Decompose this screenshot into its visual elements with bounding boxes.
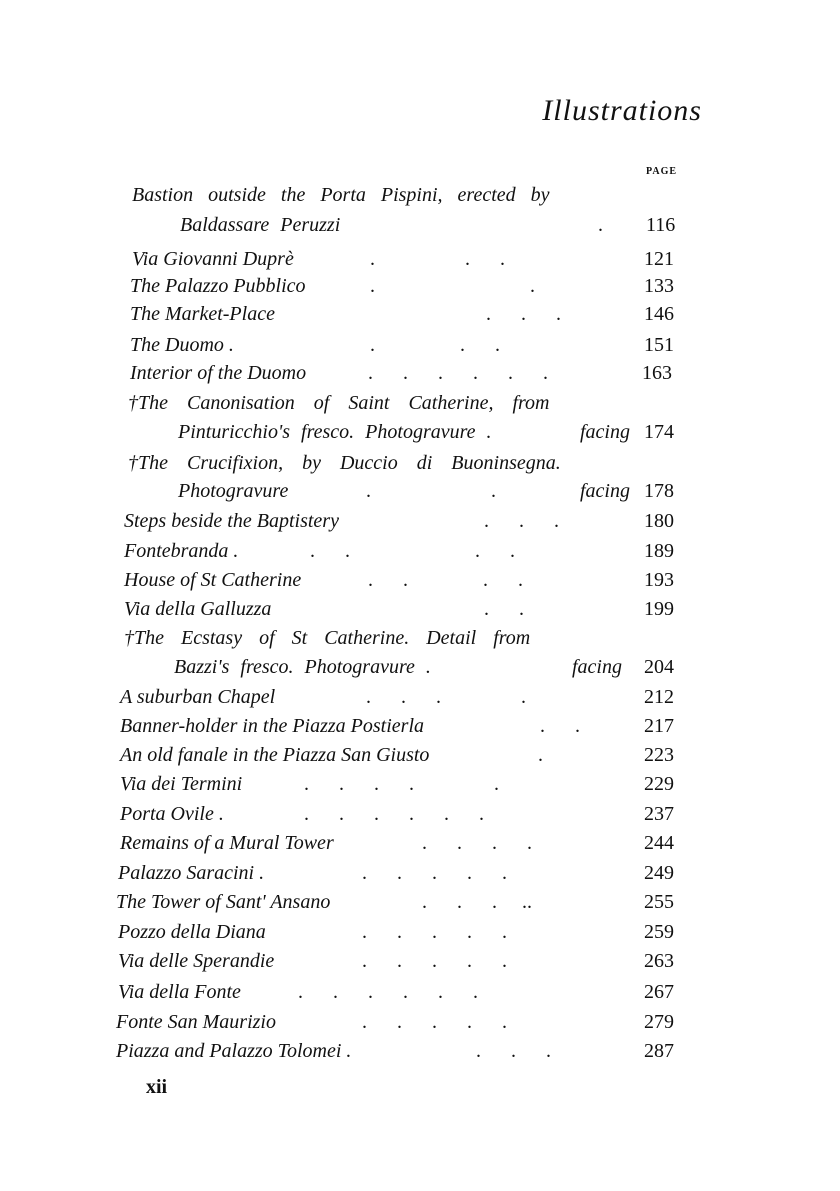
page-number: 223 (644, 744, 674, 766)
page-number: 259 (644, 921, 674, 943)
entry-title-line2: Photogravure (178, 480, 289, 502)
list-item (0, 1040, 840, 1070)
list-item (0, 598, 840, 628)
page-number: 180 (644, 510, 674, 532)
facing-label: facing (580, 480, 630, 502)
leader-dots: . . . (484, 510, 559, 532)
entry-title: Fontebranda . (124, 540, 239, 562)
entry-title: Remains of a Mural Tower (120, 832, 334, 854)
list-item-continuation (0, 421, 840, 451)
list-item (0, 862, 840, 892)
list-item (0, 627, 840, 657)
leader-dots: . . . . (310, 540, 515, 562)
page-number: 279 (644, 1011, 674, 1033)
entry-title: Pozzo della Diana (118, 921, 266, 943)
page-number: 249 (644, 862, 674, 884)
leader-dots: . . (540, 715, 580, 737)
list-item (0, 248, 840, 278)
page-number: 178 (644, 480, 674, 502)
facing-label: facing (580, 421, 630, 443)
leader-dots: . . . . . . (298, 981, 478, 1003)
list-item (0, 362, 840, 392)
entry-title-line1: †The Canonisation of Saint Catherine, from (128, 392, 550, 414)
entry-title: Via dei Termini (120, 773, 243, 795)
leader-dots: . (538, 744, 543, 766)
leader-dots: . . (370, 275, 535, 297)
page-column-label: PAGE (646, 166, 678, 177)
page-number: 263 (644, 950, 674, 972)
leader-dots: . . . . (368, 569, 523, 591)
leader-dots: . . . . . (362, 1011, 507, 1033)
entry-title-line1: Bastion outside the Porta Pispini, erected by (132, 184, 550, 206)
list-item (0, 540, 840, 570)
list-item (0, 392, 840, 422)
entry-title-line2: Bazzi's fresco. Photogravure . (174, 656, 431, 678)
page-number: 212 (644, 686, 674, 708)
leader-dots: . . . . . (362, 950, 507, 972)
leader-dots: . . . (370, 334, 500, 356)
list-item (0, 950, 840, 980)
entry-title: Fonte San Maurizio (116, 1011, 276, 1033)
entry-title: The Palazzo Pubblico (130, 275, 306, 297)
list-item-continuation (0, 214, 840, 244)
page-number: 244 (644, 832, 674, 854)
entry-title: Via delle Sperandie (118, 950, 275, 972)
leader-dots: . . . (370, 248, 505, 270)
page-number: 193 (644, 569, 674, 591)
list-item (0, 569, 840, 599)
page-number: 116 (646, 214, 676, 236)
leader-dots: . . . .. (422, 891, 532, 913)
entry-title: Banner-holder in the Piazza Postierla (120, 715, 425, 737)
leader-dots: . . . (486, 303, 561, 325)
entry-title: Porta Ovile . (120, 803, 224, 825)
page-number: 237 (644, 803, 674, 825)
list-item (0, 744, 840, 774)
page-folio: xii (146, 1076, 168, 1098)
list-item (0, 981, 840, 1011)
entry-title: Piazza and Palazzo Tolomei . (116, 1040, 352, 1062)
list-item (0, 921, 840, 951)
list-item (0, 303, 840, 333)
list-item (0, 452, 840, 482)
entry-title-line2: Baldassare Peruzzi (180, 214, 341, 236)
list-item (0, 832, 840, 862)
entry-title-line2: Pinturicchio's fresco. Photogravure . (178, 421, 492, 443)
list-item (0, 184, 840, 214)
list-item (0, 891, 840, 921)
page-number: 151 (644, 334, 674, 356)
list-item (0, 686, 840, 716)
entry-title: Steps beside the Baptistery (124, 510, 339, 532)
list-item-continuation (0, 656, 840, 686)
list-item (0, 334, 840, 364)
facing-label: facing (572, 656, 622, 678)
leader-dots: . . . . . . (368, 362, 548, 384)
entry-title: An old fanale in the Piazza San Giusto (120, 744, 430, 766)
entry-title-line1: †The Crucifixion, by Duccio di Buoninsegna. (128, 452, 561, 474)
list-item-continuation (0, 480, 840, 510)
page-number: 133 (644, 275, 674, 297)
leader-dots: . (598, 214, 603, 236)
page-number: 267 (644, 981, 674, 1003)
entry-title: The Duomo . (130, 334, 234, 356)
entry-title-line1: †The Ecstasy of St Catherine. Detail from (124, 627, 531, 649)
page-number: 204 (644, 656, 674, 678)
leader-dots: . . . . (366, 686, 526, 708)
page-title: Illustrations (542, 94, 702, 127)
entry-title: The Tower of Sant' Ansano (116, 891, 331, 913)
leader-dots: . . . (476, 1040, 551, 1062)
list-item (0, 773, 840, 803)
page-number: 287 (644, 1040, 674, 1062)
leader-dots: . . . . . (362, 862, 507, 884)
entry-title: Palazzo Saracini . (118, 862, 265, 884)
leader-dots: . . (366, 480, 496, 502)
page-number: 255 (644, 891, 674, 913)
leader-dots: . . . . . (362, 921, 507, 943)
page-number: 199 (644, 598, 674, 620)
page-number: 146 (644, 303, 674, 325)
page-number: 174 (644, 421, 674, 443)
leader-dots: . . . . (422, 832, 532, 854)
entry-title: Via della Galluzza (124, 598, 272, 620)
page-number: 229 (644, 773, 674, 795)
page-number: 121 (644, 248, 674, 270)
leader-dots: . . . . . . (304, 803, 484, 825)
entry-title: Interior of the Duomo (130, 362, 307, 384)
entry-title: Via Giovanni Duprè (132, 248, 294, 270)
entry-title: House of St Catherine (124, 569, 302, 591)
list-item (0, 510, 840, 540)
entry-title: The Market-Place (130, 303, 275, 325)
page-number: 163 (642, 362, 672, 384)
list-item (0, 715, 840, 745)
page-number: 189 (644, 540, 674, 562)
list-item (0, 803, 840, 833)
entry-title: Via della Fonte (118, 981, 241, 1003)
entry-title: A suburban Chapel (120, 686, 276, 708)
leader-dots: . . (484, 598, 524, 620)
list-item (0, 1011, 840, 1041)
list-item (0, 275, 840, 305)
leader-dots: . . . . . (304, 773, 499, 795)
page-number: 217 (644, 715, 674, 737)
